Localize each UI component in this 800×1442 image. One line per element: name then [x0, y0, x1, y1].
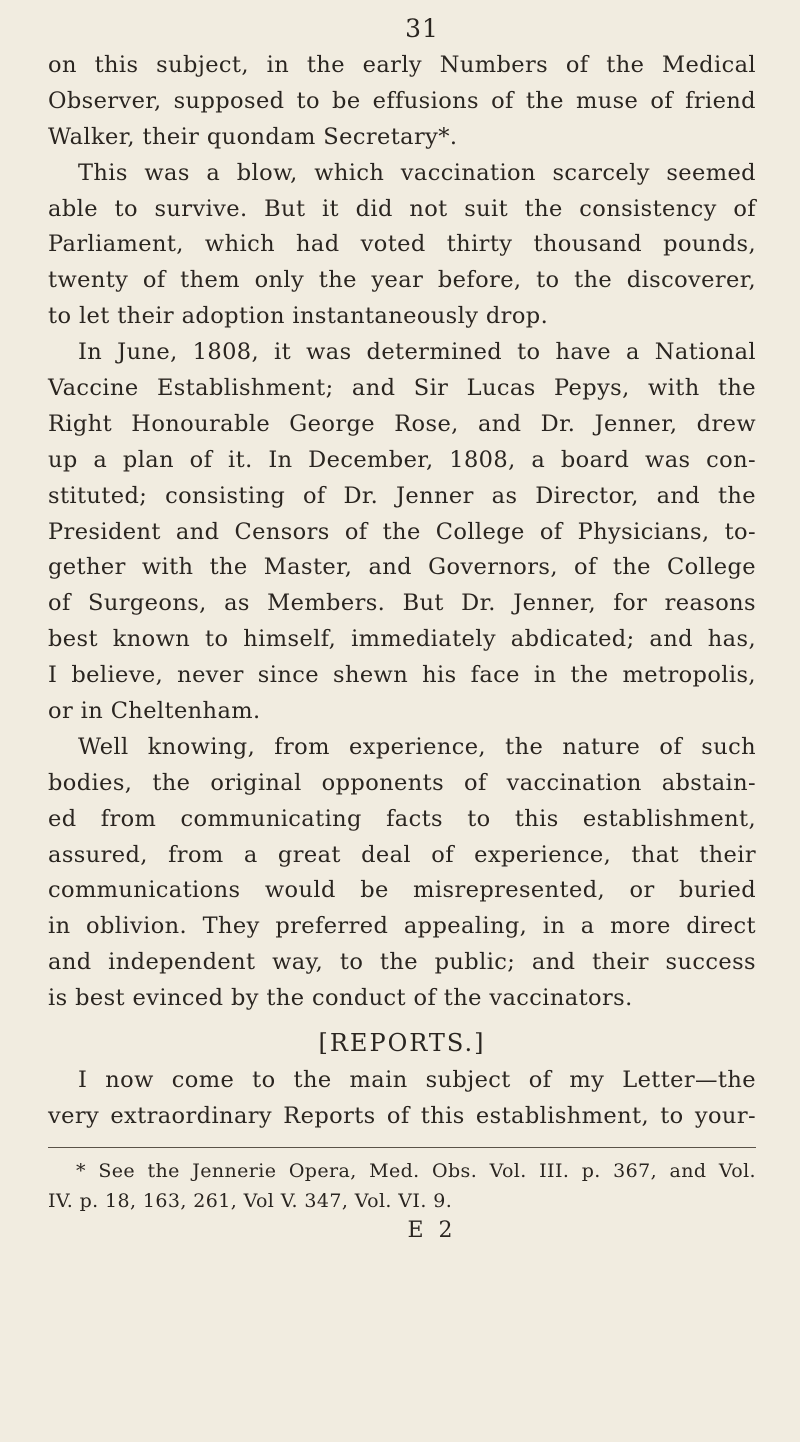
text-line: Observer, supposed to be effusions of the muse of friend	[48, 87, 756, 114]
text-line: very extraordinary Reports of this establishment, to your-	[48, 1102, 756, 1129]
text-line: Well knowing, from experience, the nature of such	[78, 733, 756, 760]
paragraph-1	[48, 48, 756, 156]
footnote-line: IV. p. 18, 163, 261, Vol V. 347, Vol. VI. 9.	[48, 1189, 453, 1212]
page-number: 31	[405, 14, 439, 43]
body-text	[48, 48, 756, 1135]
footnote	[48, 1156, 756, 1216]
text-line: Right Honourable George Rose, and Dr. Jenner, drew	[48, 410, 756, 437]
paragraph-5	[48, 1063, 756, 1135]
text-line: up a plan of it. In December, 1808, a board was con-	[48, 446, 756, 473]
text-line: of Surgeons, as Members. But Dr. Jenner, for reasons	[48, 590, 756, 617]
text-line: I now come to the main subject of my Letter—the	[78, 1067, 756, 1094]
text-line: able to survive. But it did not suit the consistency of	[48, 195, 756, 222]
text-line: bodies, the original opponents of vaccination abstain-	[48, 769, 756, 796]
text-line: on this subject, in the early Numbers of the Medical	[48, 52, 756, 78]
text-line: twenty of them only the year before, to the discoverer,	[48, 267, 756, 294]
text-line: is best evinced by the conduct of the vaccinators.	[48, 985, 633, 1012]
footnote-line: * See the Jennerie Opera, Med. Obs. Vol. III. p. 367, and Vol.	[76, 1159, 756, 1182]
text-line: Parliament, which had voted thirty thousand pounds,	[48, 231, 756, 258]
text-line: or in Cheltenham.	[48, 698, 261, 725]
text-line: Vaccine Establishment; and Sir Lucas Pepys, with the	[48, 375, 756, 402]
section-heading: [REPORTS.]	[318, 1029, 486, 1058]
footnote-divider	[48, 1147, 756, 1148]
text-line: best known to himself, immediately abdicated; and has,	[48, 626, 756, 653]
text-line: in oblivion. They preferred appealing, in a more direct	[48, 913, 756, 940]
text-line: I believe, never since shewn his face in the metropolis,	[48, 662, 756, 689]
text-line: This was a blow, which vaccination scarcely seemed	[78, 159, 756, 186]
text-line: In June, 1808, it was determined to have a National	[78, 339, 756, 366]
paragraph-4	[48, 730, 756, 1017]
text-line: Walker, their quondam Secretary*.	[48, 123, 458, 150]
text-line: to let their adoption instantaneously drop.	[48, 303, 549, 330]
signature-mark: E 2	[407, 1217, 457, 1243]
text-line: stituted; consisting of Dr. Jenner as Director, and the	[48, 482, 756, 509]
text-line: and independent way, to the public; and their success	[48, 949, 756, 976]
paragraph-3	[48, 335, 756, 730]
text-line: ed from communicating facts to this establishment,	[48, 805, 756, 832]
paragraph-2	[48, 156, 756, 335]
text-line: President and Censors of the College of Physicians, to-	[48, 518, 756, 545]
text-line: assured, from a great deal of experience, that their	[48, 841, 756, 868]
text-line: communications would be misrepresented, or buried	[48, 877, 756, 904]
text-line: gether with the Master, and Governors, of the College	[48, 554, 756, 581]
